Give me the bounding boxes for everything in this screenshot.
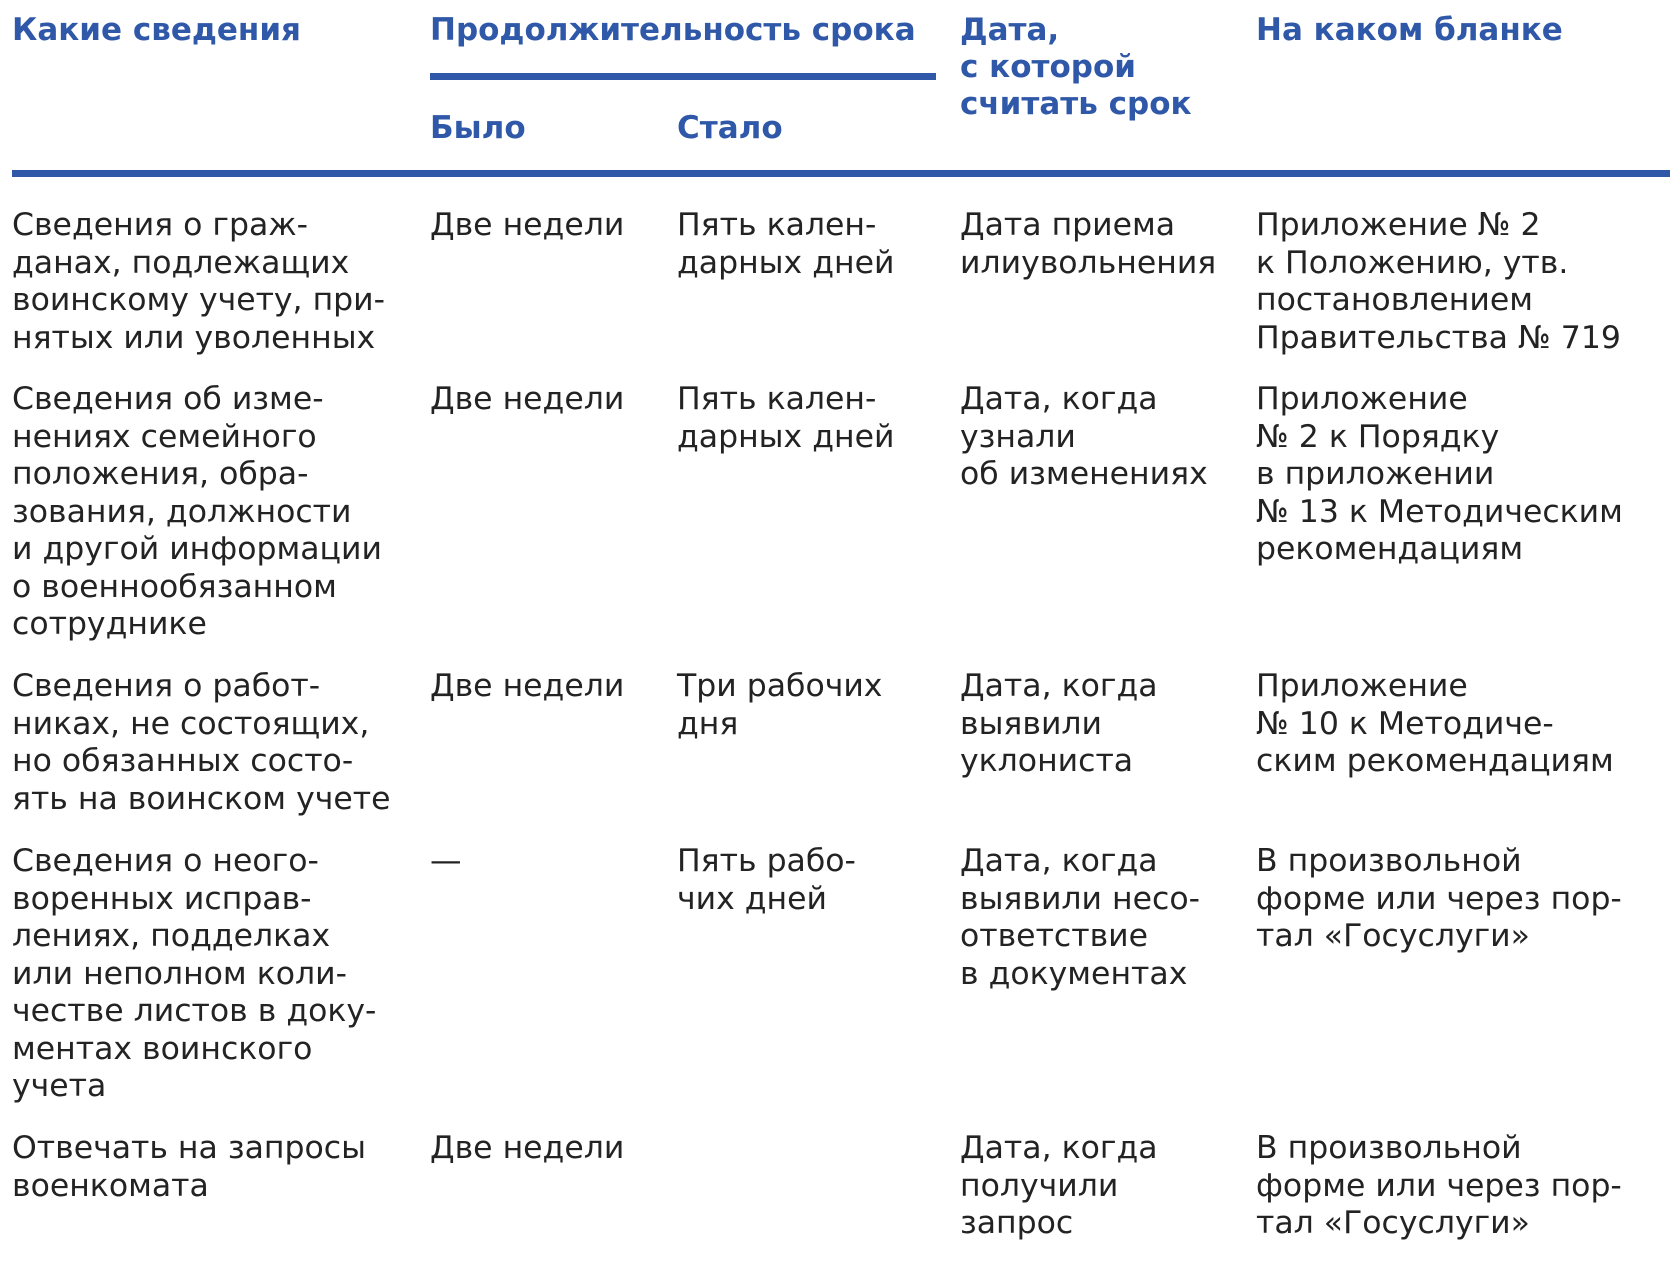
table-row-2-what: Сведения об изме- нениях семейного положения, обра- зования, должности и другой информации о военнообязанном сотруднике — [12, 381, 382, 642]
table-row-2-before: Две недели — [430, 381, 625, 417]
table-row-2-form: Приложение № 2 к Порядку в приложении № 13 к Методическим рекомендациям — [1256, 381, 1623, 567]
header-bottom-divider — [12, 170, 1670, 177]
table-row-4-what: Сведения о неого- воренных исправ- лениях, подделках или неполном коли- честве листов в доку- ментах воинского учета — [12, 843, 377, 1104]
table-row-1-what: Сведения о граж- данах, подлежащих воинскому учету, при- нятых или уволенных — [12, 207, 386, 356]
table-row-5-form: В произвольной форме или через пор- тал «Госуслуги» — [1256, 1130, 1622, 1241]
table-row-5-before: Две недели — [430, 1130, 625, 1166]
table-row-1-after: Пять кален- дарных дней — [677, 207, 895, 281]
table-row-1-date: Дата приема илиувольнения — [960, 207, 1217, 281]
header-duration-divider — [430, 73, 936, 80]
table-row-3-form: Приложение № 10 к Методиче- ским рекомендациям — [1256, 668, 1614, 779]
table-row-3-what: Сведения о работ- никах, не состоящих, но обязанных состо- ять на воинском учете — [12, 668, 391, 817]
table-row-5-what: Отвечать на запросы военкомата — [12, 1130, 366, 1204]
header-duration-before: Было — [430, 110, 526, 146]
table-row-3-after: Три рабочих дня — [677, 668, 883, 742]
table-row-3-date: Дата, когда выявили уклониста — [960, 668, 1158, 779]
header-form: На каком бланке — [1256, 12, 1563, 48]
table-row-2-after: Пять кален- дарных дней — [677, 381, 895, 455]
table-row-1-form: Приложение № 2 к Положению, утв. постановлением Правительства № 719 — [1256, 207, 1621, 356]
table-row-4-form: В произвольной форме или через пор- тал «Госуслуги» — [1256, 843, 1622, 954]
table-row-5-date: Дата, когда получили запрос — [960, 1130, 1158, 1241]
header-start-date: Дата, с которой считать срок — [960, 12, 1192, 122]
table-row-4-after: Пять рабо- чих дней — [677, 843, 856, 917]
table-row-4-before: — — [430, 843, 462, 879]
table-row-4-date: Дата, когда выявили несо- ответствие в документах — [960, 843, 1200, 992]
table-row-3-before: Две недели — [430, 668, 625, 704]
header-duration: Продолжительность срока — [430, 12, 916, 48]
table-row-2-date: Дата, когда узнали об изменениях — [960, 381, 1208, 492]
header-duration-after: Стало — [677, 110, 783, 146]
table-row-1-before: Две недели — [430, 207, 625, 243]
header-what: Какие сведения — [12, 12, 301, 48]
